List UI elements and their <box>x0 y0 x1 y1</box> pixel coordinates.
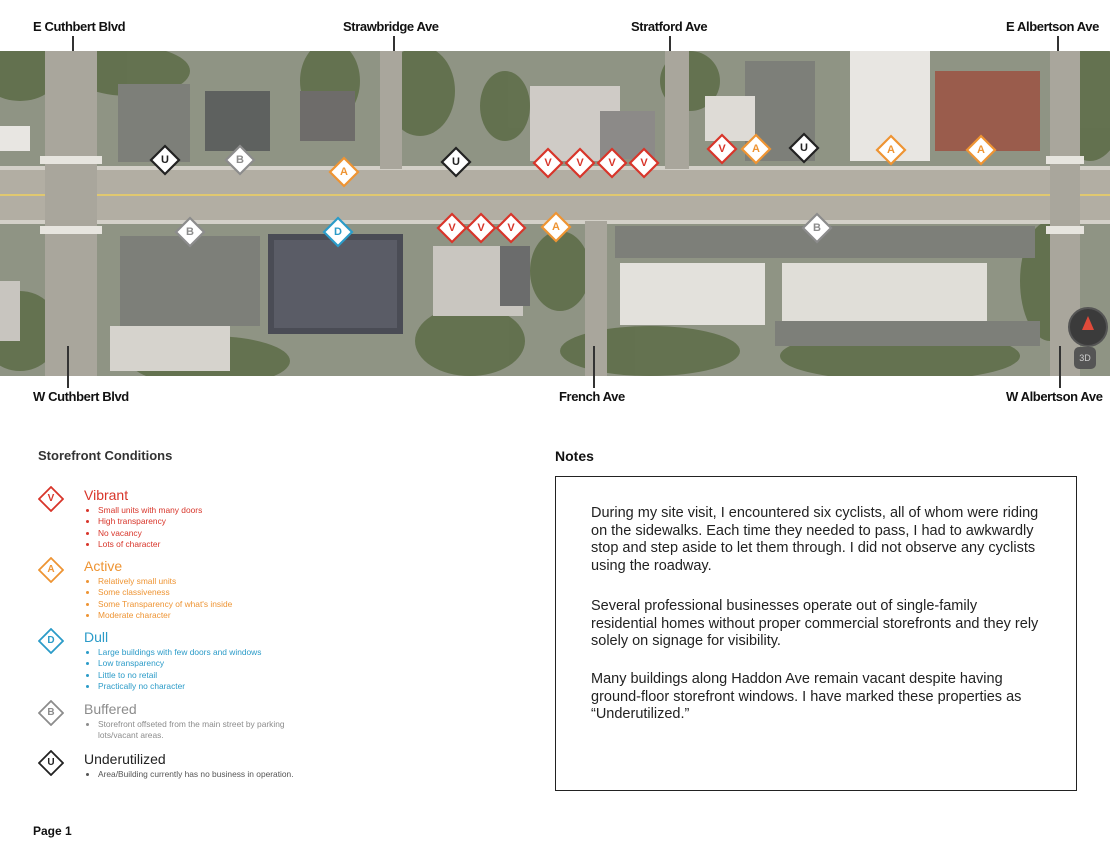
storefront-marker-buffered[interactable]: B <box>801 212 833 244</box>
notes-paragraph: Many buildings along Haddon Ave remain vacant despite having ground-floor storefront windows. I have marked these properties as “Underutilized.” <box>591 671 1022 723</box>
legend-bullet: • Lots of character <box>98 539 202 550</box>
storefront-marker-vibrant[interactable]: V <box>706 133 738 165</box>
street-leader-line <box>67 346 69 388</box>
underutilized-diamond-icon: U <box>38 750 64 776</box>
active-diamond-icon: A <box>38 557 64 583</box>
legend-title: Storefront Conditions <box>38 448 173 463</box>
legend-bullet: • High transparency <box>98 516 202 527</box>
storefront-marker-dull[interactable]: D <box>322 216 354 248</box>
storefront-marker-vibrant[interactable]: V <box>628 147 660 179</box>
street-label-w-albertson: W Albertson Ave <box>1006 389 1103 404</box>
legend-item-dull <box>38 628 338 700</box>
storefront-marker-vibrant[interactable]: V <box>564 147 596 179</box>
legend-name: Vibrant <box>84 487 129 503</box>
legend-bullet: • Moderate character <box>98 610 232 621</box>
legend-bullet: • Storefront offseted from the main street by parking lots/vacant areas. <box>98 719 318 742</box>
legend-bullet: • Area/Building currently has no business in operation. <box>98 769 338 780</box>
storefront-marker-buffered[interactable]: B <box>174 216 206 248</box>
legend-name: Active <box>84 558 123 574</box>
storefront-marker-underutilized[interactable]: U <box>788 132 820 164</box>
street-leader-line <box>593 346 595 388</box>
storefront-marker-vibrant[interactable]: V <box>596 147 628 179</box>
page-label: Page 1 <box>33 824 72 838</box>
storefront-marker-underutilized[interactable]: U <box>440 146 472 178</box>
legend-bullet: • Relatively small units <box>98 576 232 587</box>
legend-bullets <box>84 769 338 780</box>
legend-item-vibrant <box>38 486 338 560</box>
storefront-marker-underutilized[interactable]: U <box>149 144 181 176</box>
storefront-marker-active[interactable]: A <box>965 134 997 166</box>
buffered-diamond-icon: B <box>38 700 64 726</box>
legend-item-buffered <box>38 700 338 750</box>
notes-paragraph: Several professional businesses operate out of single-family residential homes without proper commercial storefronts and they rely solely on signage for visibility. <box>591 598 1039 650</box>
storefront-marker-vibrant[interactable]: V <box>495 212 527 244</box>
street-label-french: French Ave <box>559 389 625 404</box>
legend-item-active <box>38 557 338 629</box>
legend-bullet: • Small units with many doors <box>98 505 202 516</box>
vibrant-diamond-icon: V <box>38 486 64 512</box>
storefront-marker-active[interactable]: A <box>540 211 572 243</box>
legend-item-underutilized <box>38 750 338 790</box>
storefront-marker-vibrant[interactable]: V <box>465 212 497 244</box>
legend-name: Buffered <box>84 701 137 717</box>
street-label-w-cuthbert: W Cuthbert Blvd <box>33 389 129 404</box>
street-leader-line <box>1059 346 1061 388</box>
legend-bullet: • Low transparency <box>98 658 261 669</box>
storefront-marker-active[interactable]: A <box>875 134 907 166</box>
legend-bullets <box>84 576 232 622</box>
legend-bullets <box>84 719 318 742</box>
storefront-marker-active[interactable]: A <box>740 133 772 165</box>
notes-box <box>555 476 1077 791</box>
storefront-marker-active[interactable]: A <box>328 156 360 188</box>
storefront-marker-vibrant[interactable]: V <box>532 147 564 179</box>
legend-bullet: • Some classiveness <box>98 587 232 598</box>
street-label-strawbridge: Strawbridge Ave <box>343 19 439 34</box>
compass-icon[interactable] <box>1068 307 1108 347</box>
legend-bullet: • Little to no retail <box>98 670 261 681</box>
3d-view-button[interactable]: 3D <box>1074 347 1096 369</box>
legend-name: Underutilized <box>84 751 166 767</box>
notes-paragraph: During my site visit, I encountered six cyclists, all of whom were riding on the sidewalks. Each time they needed to pass, I had to awkwardly stop and step aside to let them through. I did not observe any cyclists using the roadway. <box>591 505 1039 574</box>
legend-bullet: • Large buildings with few doors and windows <box>98 647 261 658</box>
legend-bullets <box>84 505 202 551</box>
street-label-e-cuthbert: E Cuthbert Blvd <box>33 19 126 34</box>
legend-bullet: • Practically no character <box>98 681 261 692</box>
notes-title: Notes <box>555 448 594 464</box>
legend-bullets <box>84 647 261 693</box>
storefront-marker-buffered[interactable]: B <box>224 144 256 176</box>
legend-bullet: • No vacancy <box>98 528 202 539</box>
street-label-stratford: Stratford Ave <box>631 19 708 34</box>
storefront-marker-vibrant[interactable]: V <box>436 212 468 244</box>
aerial-map[interactable] <box>0 51 1110 376</box>
legend-name: Dull <box>84 629 109 645</box>
street-label-e-albertson: E Albertson Ave <box>1006 19 1099 34</box>
dull-diamond-icon: D <box>38 628 64 654</box>
legend-bullet: • Some Transparency of what's inside <box>98 599 232 610</box>
